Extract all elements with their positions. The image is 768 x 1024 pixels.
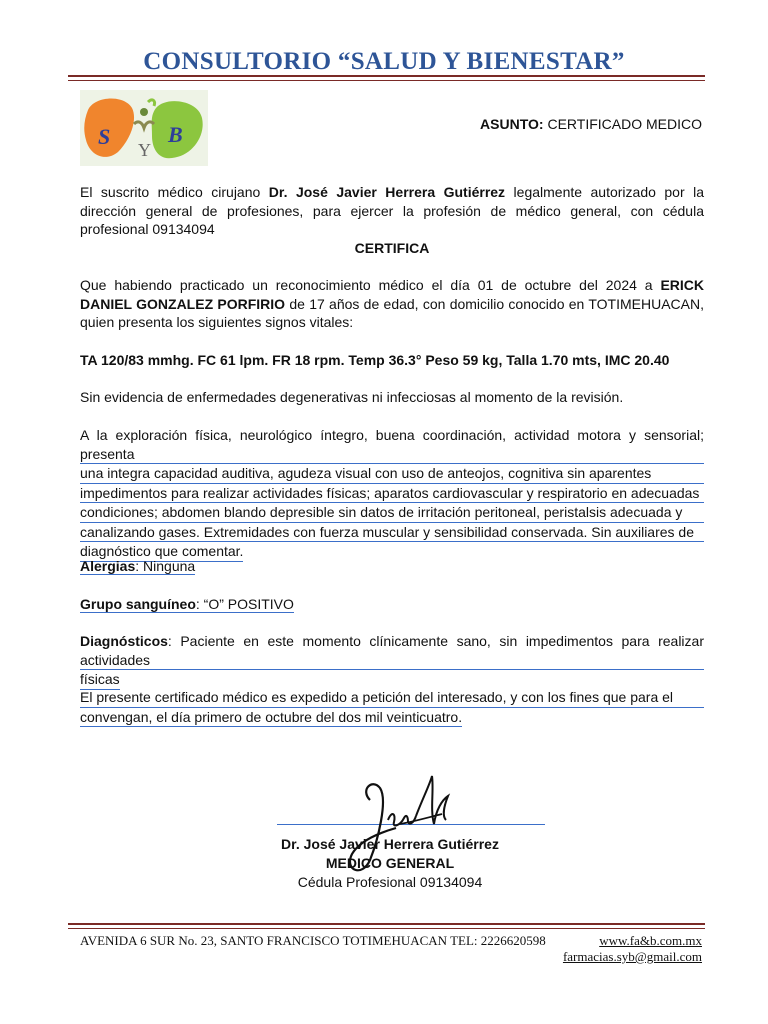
signer-name-text: Dr. José Javier Herrera Gutiérrez: [281, 836, 499, 852]
blood-type-label: Grupo sanguíneo: [80, 596, 196, 612]
no-disease-paragraph: Sin evidencia de enfermedades degenerativas ni infecciosas al momento de la revisión.: [80, 389, 624, 405]
exploration-line: diagnóstico que comentar.: [80, 542, 243, 562]
subject-label: ASUNTO:: [480, 116, 544, 132]
exploration-line: A la exploración física, neurológico íntegro, buena coordinación, actividad motora y sensorial; presenta: [80, 426, 704, 464]
vital-signs: [80, 351, 704, 370]
closing-line: El presente certificado médico es expedido a petición del interesado, y con los fines que para el: [80, 688, 704, 708]
logo-letter-y: Y: [138, 140, 151, 160]
footer-rule-top: [68, 923, 705, 925]
allergies-value: : Ninguna: [135, 558, 196, 574]
footer-email-link[interactable]: farmacias.syb@gmail.com: [562, 949, 702, 964]
closing-line: convengan, el día primero de octubre del dos mil veinticuatro.: [80, 708, 462, 728]
exam-pre: Que habiendo practicado un reconocimiento médico el día 01 de octubre del 2024 a: [80, 277, 661, 293]
allergies-label: Alergias: [80, 558, 136, 574]
intro-post: legalmente autorizado por la dirección general de profesiones, para ejercer la profesión de médico general, con cédula profesional 09134094: [80, 184, 704, 237]
vital-signs-text: TA 120/83 mmhg. FC 61 lpm. FR 18 rpm. Temp 36.3° Peso 59 kg, Talla 1.70 mts, IMC 20.40: [80, 352, 670, 368]
signer-cedula: Cédula Profesional 09134094: [297, 874, 483, 890]
diagnosis-text: : Paciente en este momento clínicamente sano, sin impedimentos para realizar actividades: [80, 633, 704, 668]
footer-website-link[interactable]: www.fa&b.com.mx: [599, 933, 702, 948]
header-rule-bottom: [68, 80, 705, 81]
exploration-line: canalizando gases. Extremidades con fuerza muscular y sensibilidad conservada. Sin auxiliares de: [80, 523, 704, 543]
exam-paragraph: [80, 276, 704, 332]
blood-type-value: : “O” POSITIVO: [195, 596, 294, 612]
closing-paragraph: [80, 688, 704, 727]
diagnosis-line: [80, 632, 704, 670]
exploration-paragraph: [80, 426, 704, 562]
logo-letter-s: S: [98, 124, 111, 149]
subject-line: [480, 116, 702, 132]
exploration-line: una integra capacidad auditiva, agudeza visual con uso de anteojos, cognitiva sin aparentes: [80, 464, 704, 484]
exploration-line: condiciones; abdomen blando depresible sin datos de irritación peritoneal, peristalsis adecuada y: [80, 503, 704, 523]
diagnosis-label: Diagnósticos: [80, 633, 168, 649]
intro-pre: El suscrito médico cirujano: [80, 184, 269, 200]
exam-post: de 17 años de edad, con domicilio conocido en TOTIMEHUACAN, quien presenta los siguientes signos vitales:: [80, 295, 704, 330]
intro-paragraph: [80, 183, 704, 239]
diagnosis-paragraph: [80, 632, 704, 690]
logo-letter-b: B: [168, 122, 183, 147]
signer-role-text: MEDICO GENERAL: [325, 855, 455, 871]
subject-value: CERTIFICADO MEDICO: [543, 116, 702, 132]
footer-address: AVENIDA 6 SUR No. 23, SANTO FRANCISCO TOTIMEHUACAN TEL: 2226620598: [80, 933, 546, 948]
certifica-text: CERTIFICA: [354, 240, 430, 256]
diagnosis-line: físicas: [80, 670, 120, 690]
intro-doctor-name: Dr. José Javier Herrera Gutiérrez: [268, 184, 506, 200]
signer-role: [240, 854, 540, 873]
patient-name: ERICK DANIEL GONZALEZ PORFIRIO: [80, 277, 704, 312]
page-title: CONSULTORIO “SALUD Y BIENESTAR”: [143, 48, 625, 75]
exploration-line: impedimentos para realizar actividades físicas; aparatos cardiovascular y respiratorio en adecuadas: [80, 484, 704, 504]
clinic-logo: [80, 90, 208, 166]
certifica-heading: [80, 239, 704, 258]
header-rule-top: [68, 75, 705, 77]
blood-type-line: [80, 595, 704, 614]
footer-rule-bottom: [68, 928, 705, 929]
footer-contact: [563, 933, 702, 965]
allergies-line: [80, 557, 704, 576]
signer-name: [240, 835, 540, 854]
